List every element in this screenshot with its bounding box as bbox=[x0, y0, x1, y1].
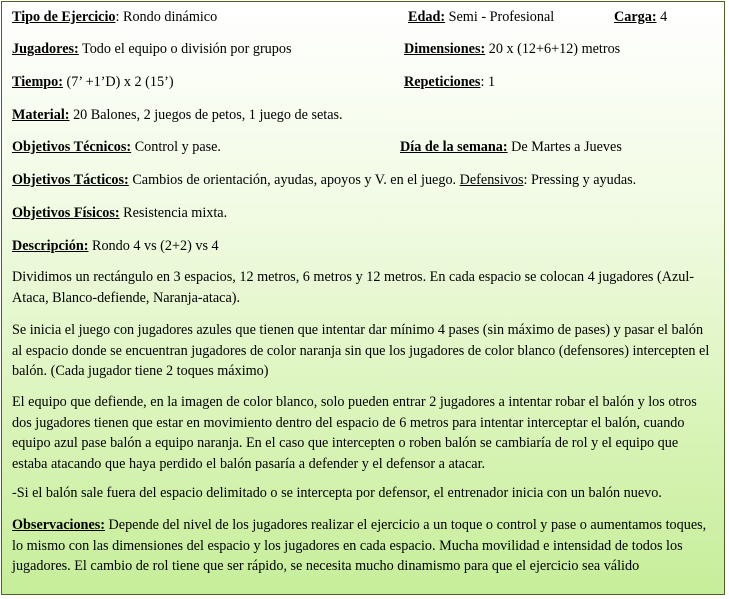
edad-label: Edad: bbox=[408, 9, 446, 25]
exercise-card bbox=[1, 1, 725, 595]
defensivos-label: Defensivos bbox=[459, 172, 524, 188]
defensivos-value: : Pressing y ayudas. bbox=[523, 172, 637, 188]
observaciones-label: Observaciones: bbox=[12, 517, 105, 533]
material-label: Material: bbox=[12, 107, 70, 123]
tiempo-value: (7’ +1’D) x 2 (15’) bbox=[62, 74, 174, 90]
repeticiones-label: Repeticiones bbox=[404, 74, 481, 90]
carga-value: 4 bbox=[656, 9, 668, 25]
row-dia-semana bbox=[400, 138, 622, 156]
row-obj-fisicos bbox=[12, 204, 227, 222]
row-obj-tecnicos bbox=[12, 138, 221, 156]
obj-fisicos-value: Resistencia mixta. bbox=[119, 205, 228, 221]
row-tiempo bbox=[12, 73, 174, 91]
paragraph-4: -Si el balón sale fuera del espacio delimitado o se intercepta por defensor, el entrenador inicia con un balón nuevo. bbox=[12, 485, 662, 501]
dia-semana-value: De Martes a Jueves bbox=[507, 139, 622, 155]
obj-tacticos-label: Objetivos Tácticos: bbox=[12, 172, 129, 188]
row-jugadores bbox=[12, 40, 291, 58]
observaciones-value: Depende del nivel de los jugadores realizar el ejercicio a un toque o control y pase o aumentamos toques, lo mismo con las dimensiones del espacio y los jugadores en cada espacio. Mucha movilidad e intensidad de todos los jugadores. El cambio de rol tiene que ser rápido, se necesita mucho dinamismo para que el ejercicio sea válido bbox=[12, 517, 707, 574]
row-dimensiones bbox=[404, 40, 620, 58]
row-tipo bbox=[12, 8, 217, 26]
descripcion-label: Descripción: bbox=[12, 238, 89, 254]
obj-tecnicos-value: Control y pase. bbox=[131, 139, 221, 155]
paragraph-2: Se inicia el juego con jugadores azules que tienen que intentar dar mínimo 4 pases (sin máximo de pases) y pasar el balón al espacio donde se encuentran jugadores de color naranja sin que los jugadores de color blanco (defensores) intercepten el balón. (Cada jugador tiene 2 toques máximo) bbox=[12, 322, 710, 379]
obj-fisicos-label: Objetivos Físicos: bbox=[12, 205, 120, 221]
jugadores-label: Jugadores: bbox=[12, 41, 79, 57]
dia-semana-label: Día de la semana: bbox=[400, 139, 508, 155]
obj-tecnicos-label: Objetivos Técnicos: bbox=[12, 139, 132, 155]
carga-label: Carga: bbox=[614, 9, 657, 25]
paragraph-3: El equipo que defiende, en la imagen de color blanco, solo pueden entrar 2 jugadores a intentar robar el balón y los otros dos jugadores tienen que estar en movimiento dentro del espacio de 6 metros para intentar interceptar el balón, cuando equipo azul pase balón a equipo naranja. En el caso que intercepten o roben balón se cambiaría de rol y el equipo que estaba atacando que haya perdido el balón pasaría a defender y el defensor a atacar. bbox=[12, 394, 697, 472]
tipo-label: Tipo de Ejercicio bbox=[12, 9, 116, 25]
dimensiones-label: Dimensiones: bbox=[404, 41, 486, 57]
descripcion-value: Rondo 4 vs (2+2) vs 4 bbox=[88, 238, 219, 254]
row-descripcion bbox=[12, 237, 219, 255]
row-obj-tacticos bbox=[12, 171, 636, 189]
obj-tacticos-value: Cambios de orientación, ayudas, apoyos y V. en el juego. bbox=[128, 172, 460, 188]
row-material bbox=[12, 106, 343, 124]
row-repeticiones bbox=[404, 73, 495, 91]
material-value: 20 Balones, 2 juegos de petos, 1 juego de setas. bbox=[69, 107, 343, 123]
tipo-value: : Rondo dinámico bbox=[115, 9, 218, 25]
dimensiones-value: 20 x (12+6+12) metros bbox=[485, 41, 621, 57]
row-edad bbox=[408, 8, 554, 26]
repeticiones-value: : 1 bbox=[480, 74, 496, 90]
jugadores-value: Todo el equipo o división por grupos bbox=[78, 41, 292, 57]
row-observaciones bbox=[12, 515, 712, 577]
paragraph-1: Dividimos un rectángulo en 3 espacios, 12 metros, 6 metros y 12 metros. En cada espacio se colocan 4 jugadores (Azul-Ataca, Blanco-defiende, Naranja-ataca). bbox=[12, 269, 694, 306]
edad-value: Semi - Profesional bbox=[445, 9, 555, 25]
row-carga bbox=[614, 8, 667, 26]
tiempo-label: Tiempo: bbox=[12, 74, 63, 90]
